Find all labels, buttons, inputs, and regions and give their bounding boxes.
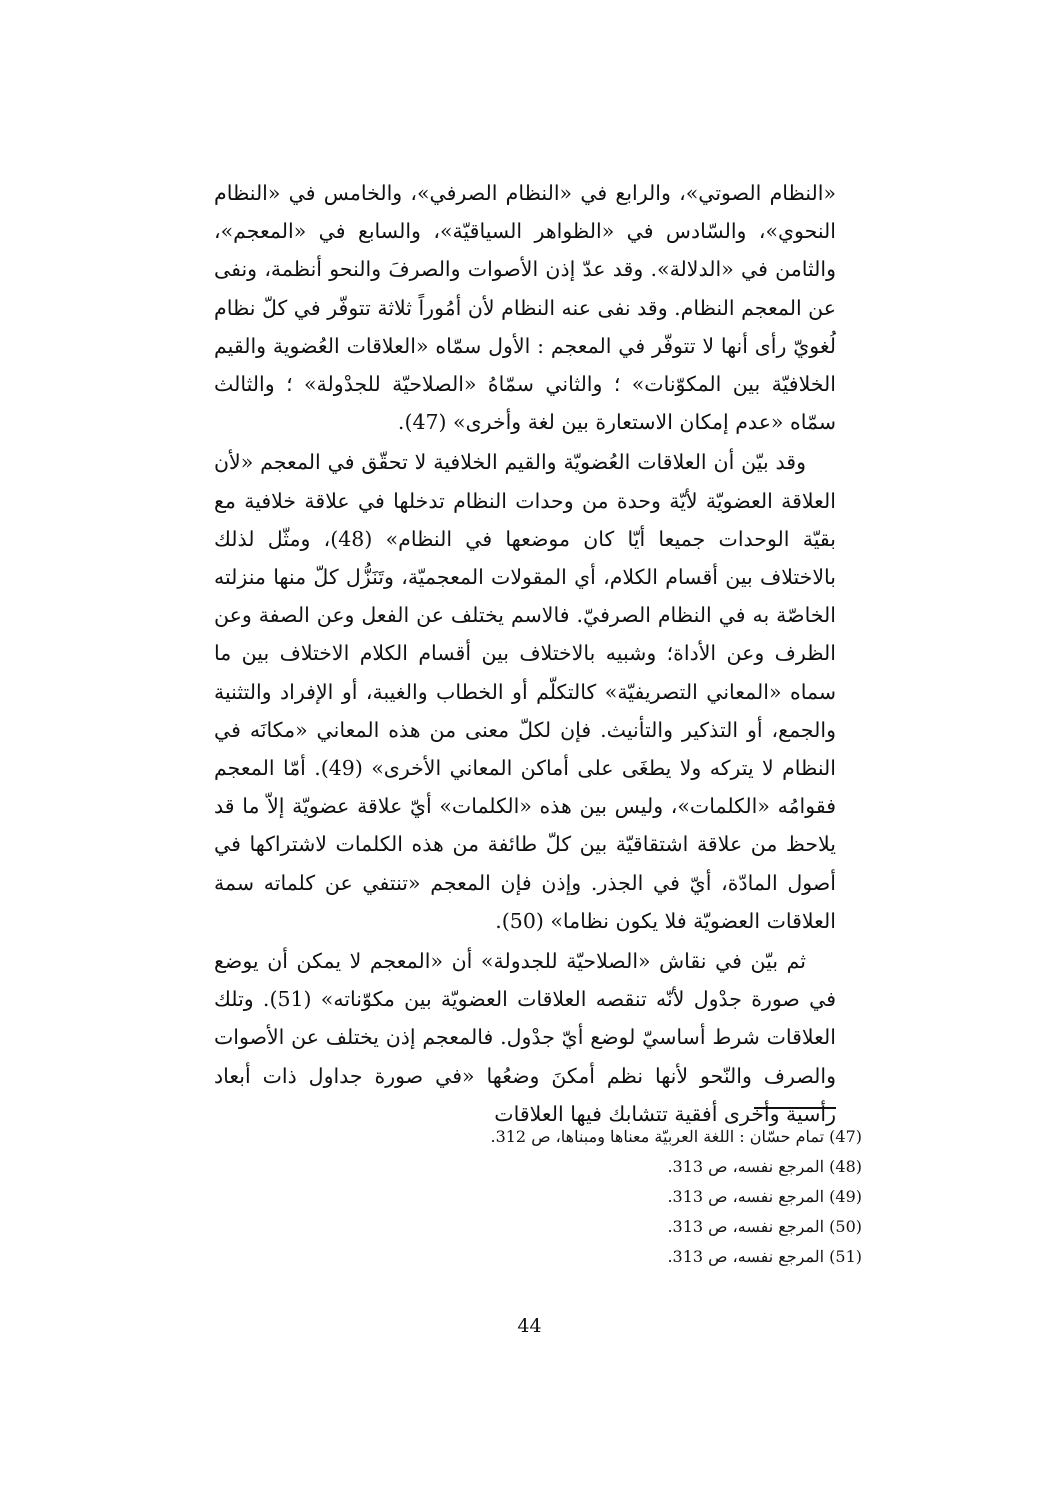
paragraph-2: وقد بيّن أن العلاقات العُضويّة والقيم الخلافية لا تحقّق في المعجم «لأن العلاقة العضويّة لأيّة وحدة من وحدات النظام تدخلها في علاقة خلافية مع بقيّة الوحدات جميعا أيّا كان موضعها في النظام» (48)، ومثّل لذلك بالاختلاف بين أقسام الكلام، أي المقولات المعجميّة، وتَنَزُّل كلّ منها منزلته الخاصّة به في النظام الصرفيّ. فالاسم يختلف عن الفعل وعن الصفة وعن الظرف وعن الأداة؛ وشبيه بالاختلاف بين أقسام الكلام الاختلاف بين ما سماه «المعاني التصريفيّة» كالتكلّم أو الخطاب والغيبة، أو الإفراد والتثنية والجمع، أو التذكير والتأنيث. فإن لكلّ معنى من هذه المعاني «مكانَه في النظام لا يتركه ولا يطغَى على أماكن المعاني الأخرى» (49). أمّا المعجم فقوامُه «الكلمات»، وليس بين هذه «الكلمات» أيّ علاقة عضويّة إلاّ ما قد يلاحظ من علاقة اشتقاقيّة بين كلّ طائفة من هذه الكلمات لاشتراكها في أصول المادّة، أيّ في الجذر. وإذن فإن المعجم «تنتفي عن كلماته سمة العلاقات العضويّة فلا يكون نظاما» (50).	[214, 450, 837, 933]
footnote-50: (50) المرجع نفسه، ص 313.	[667, 1217, 862, 1236]
body-text	[214, 174, 836, 1133]
page-number: 44	[517, 1315, 542, 1337]
footnote-47: (47) تمام حسّان : اللغة العربيّة معناها ومبناها، ص 312.	[490, 1127, 862, 1146]
footnote-49: (49) المرجع نفسه، ص 313.	[667, 1187, 862, 1206]
paragraph-3: ثم بيّن في نقاش «الصلاحيّة للجدولة» أن «المعجم لا يمكن أن يوضع في صورة جدْول لأنّه تنقصه العلاقات العضويّة بين مكوّناته» (51). وتلك العلاقات شرط أساسيّ لوضع أيّ جدْول. فالمعجم إذن يختلف عن الأصوات والصرف والنّحو لأنها نظم أمكنَ وضعُها «في صورة جداول ذات أبعاد رأسية وأخرى أفقية تتشابك فيها العلاقات	[214, 949, 836, 1126]
paragraph-1: «النظام الصوتي»، والرابع في «النظام الصرفي»، والخامس في «النظام النحوي»، والسّادس في «الظواهر السياقيّة»، والسابع في «المعجم»، والثامن في «الدلالة». وقد عدّ إذن الأصوات والصرفَ والنحو أنظمة، ونفى عن المعجم النظام. وقد نفى عنه النظام لأن أمُوراً ثلاثة تتوفّر في كلّ نظام لُغويّ رأى أنها لا تتوفّر في المعجم : الأول سمّاه «العلاقات العُضوية والقيم الخلافيّة بين المكوّنات» ؛ والثاني سمّاهُ «الصلاحيّة للجدْولة» ؛ والثالث سمّاه «عدم إمكان الاستعارة بين لغة وأخرى» (47).	[214, 181, 836, 435]
footnotes	[214, 1122, 862, 1272]
footnote-48: (48) المرجع نفسه، ص 313.	[667, 1157, 862, 1176]
footnote-51: (51) المرجع نفسه، ص 313.	[667, 1247, 862, 1266]
footnote-separator	[754, 1107, 836, 1109]
